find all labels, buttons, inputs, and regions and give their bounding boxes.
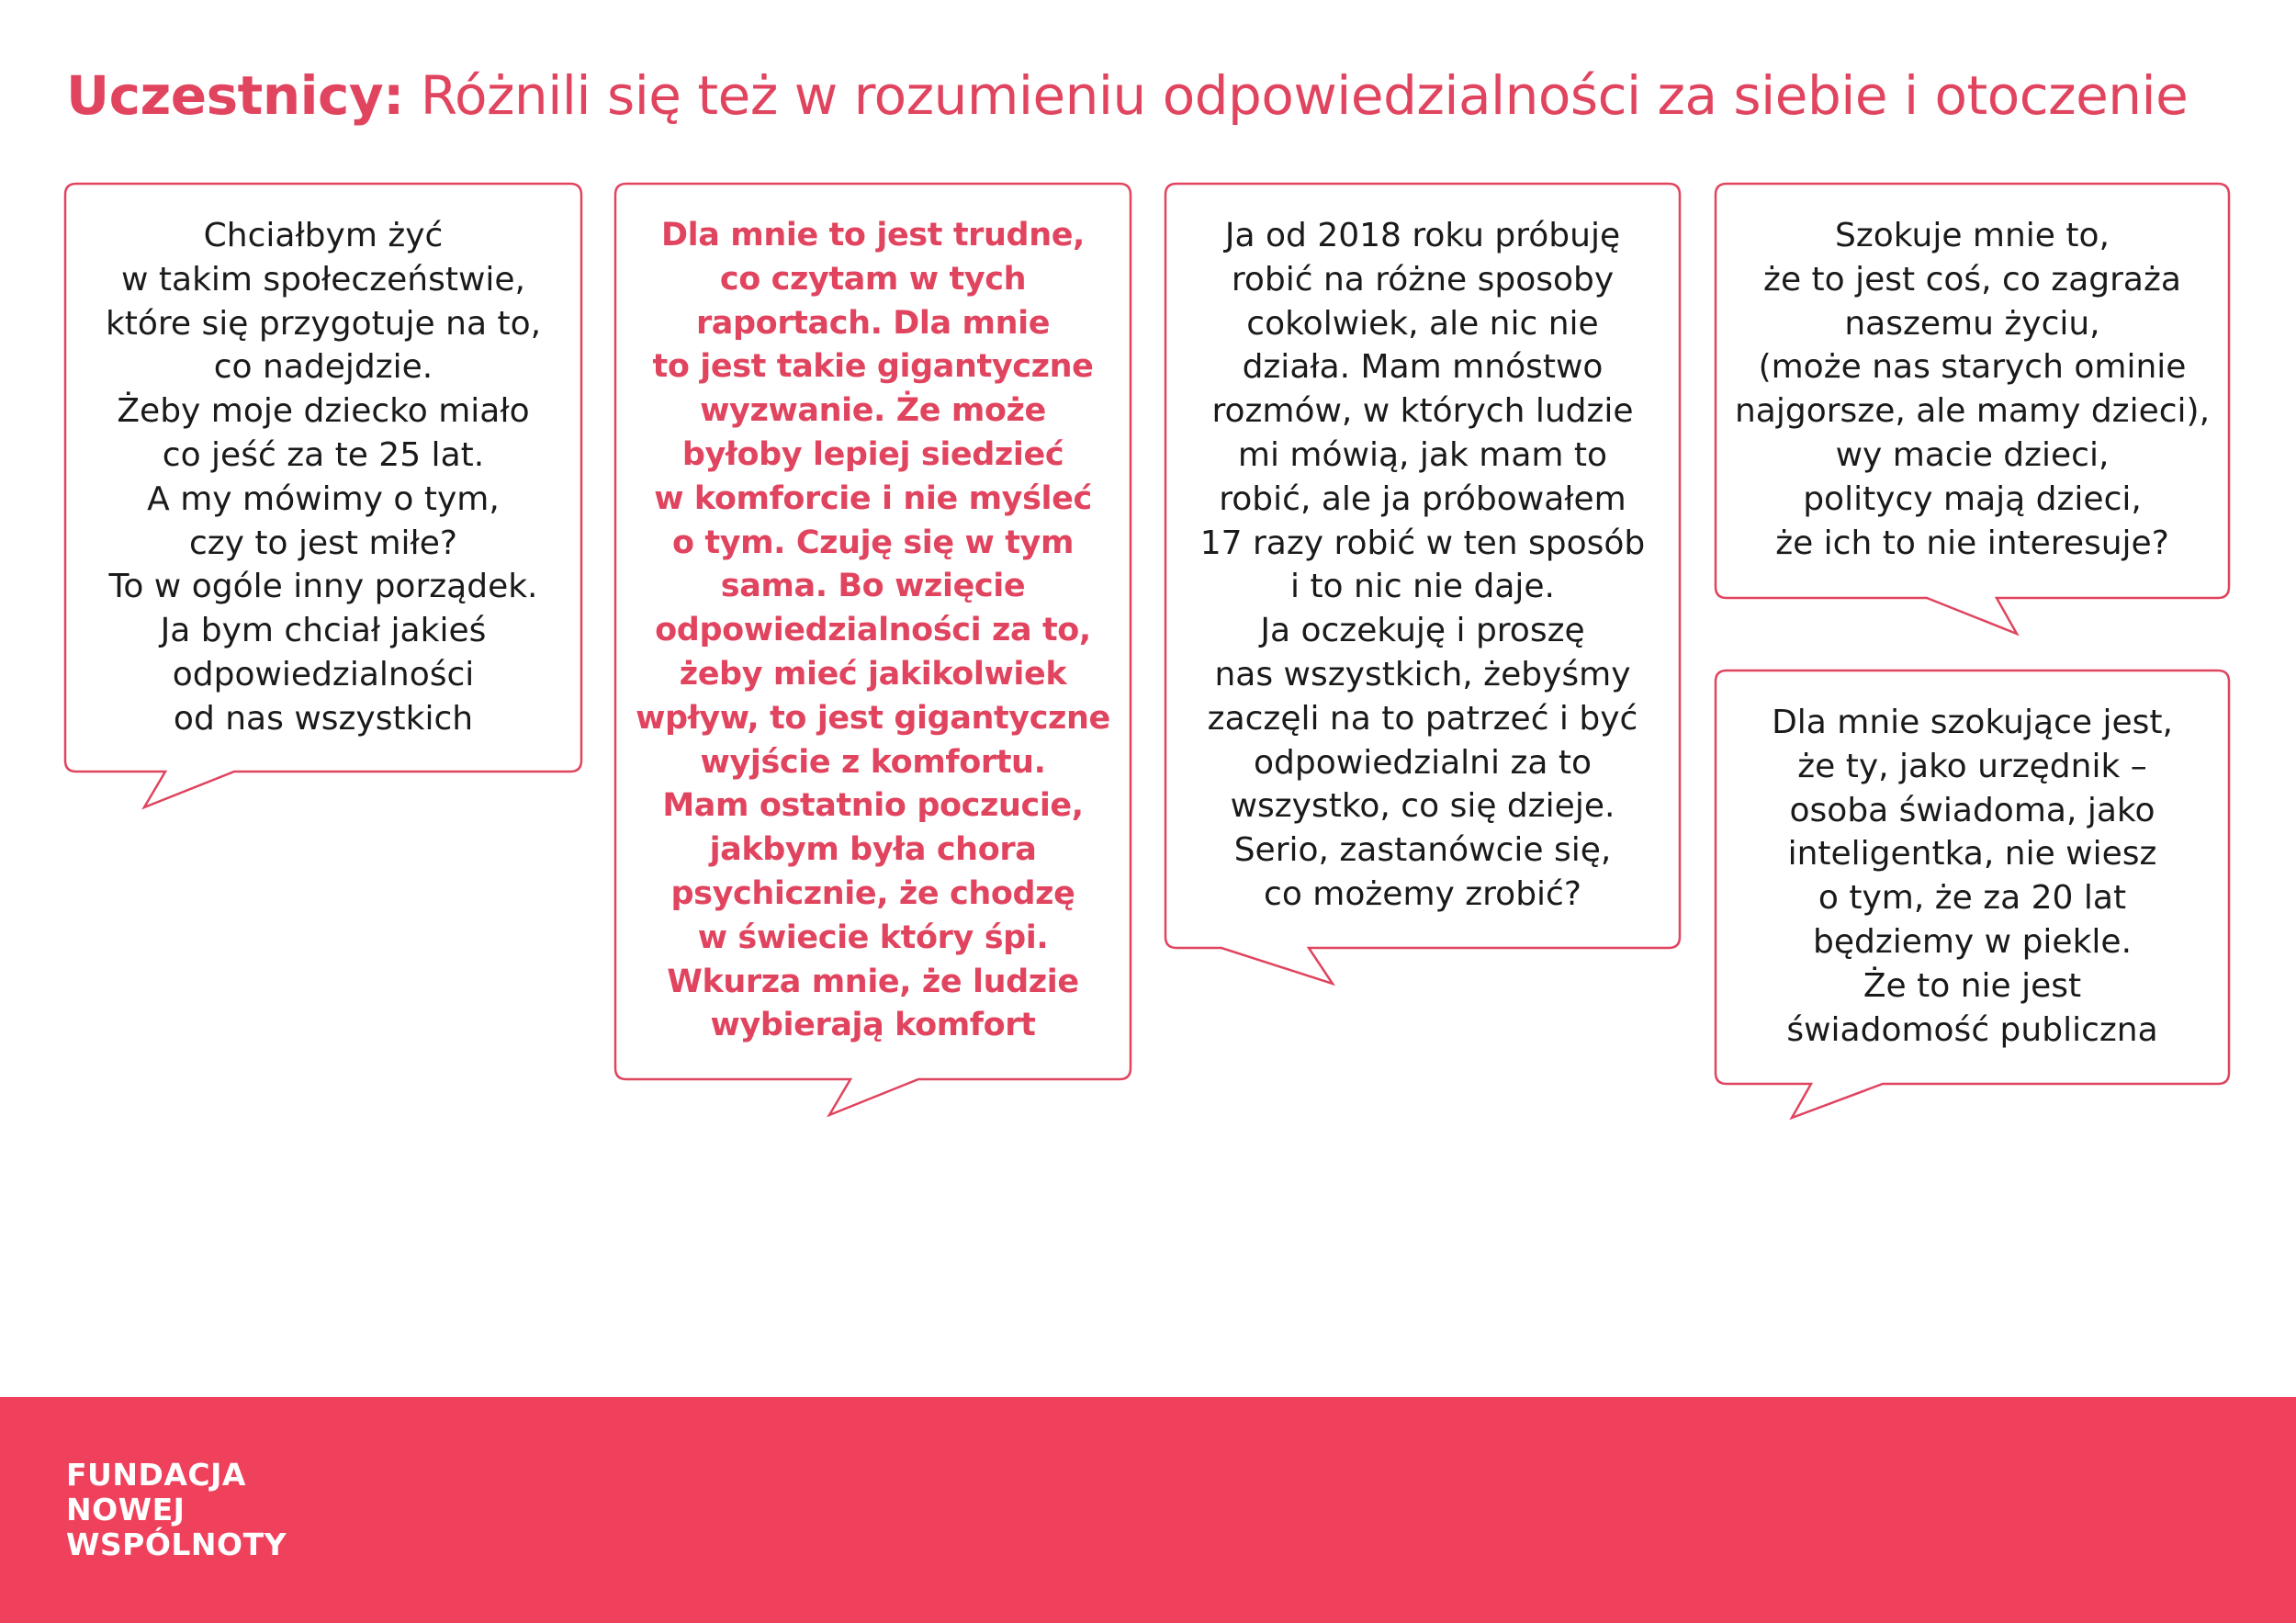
footer-band xyxy=(0,1397,2296,1623)
foundation-logo xyxy=(66,1458,287,1562)
title-rest: Różnili się też w rozumieniu odpowiedzialności za siebie i otoczenie xyxy=(403,64,2189,127)
quote-3: Ja od 2018 roku próbuję robić na różne sposoby cokolwiek, ale nic nie działa. Mam mnóstwo rozmów, w których ludzie mi mówią, jak mam to robić, ale ja próbowałem 17 razy robić w ten sposób i to nic nie daje. Ja oczekuję i proszę nas wszystkich, żebyśmy zaczęli na to patrzeć i być odpowiedzialni za to wszystko, co się dzieje. Serio, zastanówcie się, co możemy zrobić? xyxy=(1199,217,1646,913)
quote-5: Dla mnie szokujące jest, że ty, jako urzędnik – osoba świadoma, jako inteligentka, nie wiesz o tym, że za 20 lat będziemy w piekle. Że to nie jest świadomość publiczna xyxy=(1772,704,2173,1049)
title-strong: Uczestnicy: xyxy=(66,64,404,127)
quote-2-highlighted: Dla mnie to jest trudne, co czytam w tych raportach. Dla mnie to jest takie gigantyczne wyzwanie. Że może byłoby lepiej siedzieć w komforcie i nie myśleć o tym. Czuję się w tym sama. Bo wzięcie odpowiedzialności za to, żeby mieć jakikolwiek wpływ, to jest gigantyczne wyjście z komfortu. Mam ostatnio poczucie, jakbym była chora psychicznie, że chodzę w świecie który śpi. Wkurza mnie, że ludzie wybierają komfort xyxy=(636,217,1110,1044)
quote-4: Szokuje mnie to, że to jest coś, co zagraża naszemu życiu, (może nas starych ominie najgorsze, ale mamy dzieci), wy macie dzieci, politycy mają dzieci, że ich to nie interesuje? xyxy=(1734,217,2211,562)
quote-1: Chciałbym żyć w takim społeczeństwie, które się przygotuje na to, co nadejdzie. Żeby moje dziecko miało co jeść za te 25 lat. A my mówimy o tym, czy to jest miłe? To w ogóle inny porządek. Ja bym chciał jakieś odpowiedzialności od nas wszystkich xyxy=(105,217,542,738)
logo-line-2: NOWEJ xyxy=(66,1492,186,1527)
logo-line-3: WSPÓLNOTY xyxy=(66,1527,287,1562)
logo-line-1: FUNDACJA xyxy=(66,1457,246,1493)
